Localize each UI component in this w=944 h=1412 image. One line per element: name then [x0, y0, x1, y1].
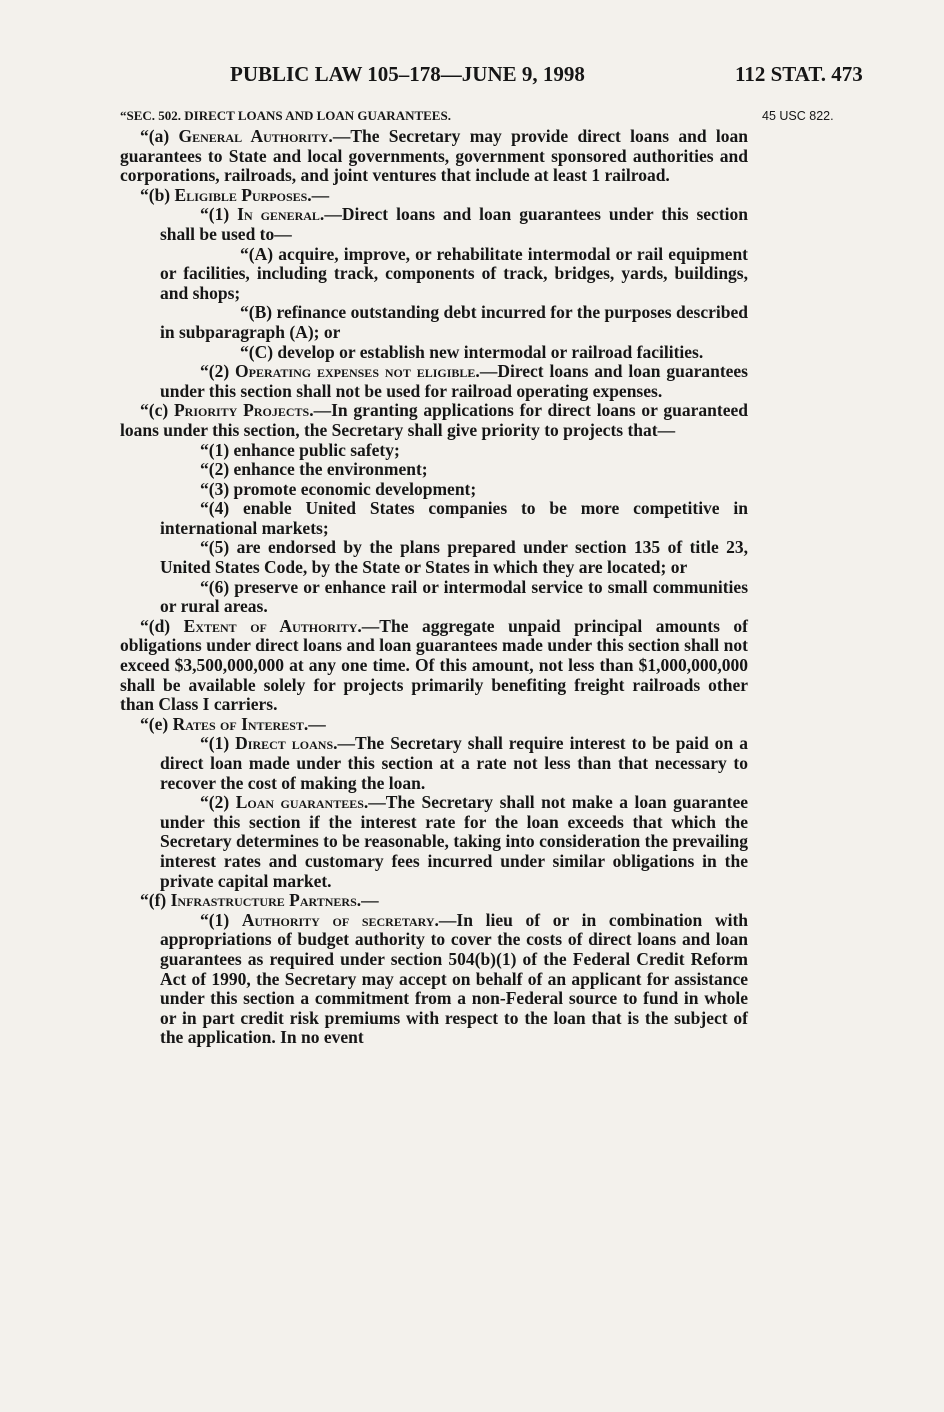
subsection-a: “(a) General Authority.—The Secretary may provide direct loans and loan guarantees to State and local governments, government sponsored authorities and corporations, railroads, and joint ventures that include at least 1 railroad.: [120, 126, 749, 186]
paragraph-e-2: “(2) Loan guarantees.—The Secretary shall not make a loan guarantee under this section if the interest rate for the loan exceeds that which the Secretary determines to be reasonable, taking into consideration the prevailing interest rates and customary fees incurred under similar obligations in the private capital market.: [160, 792, 749, 891]
paragraph-heading: Authority of secretary.: [241, 909, 439, 930]
paragraph-c-5: “(5) are endorsed by the plans prepared under section 135 of title 23, United States Code, by the State or States in which they are located; or: [160, 537, 748, 578]
subsection-e: “(e) Rates of Interest.—: [140, 713, 326, 734]
paragraph-heading: Loan guarantees.: [235, 792, 369, 813]
public-law-title: PUBLIC LAW 105–178—JUNE 9, 1998: [230, 62, 585, 86]
paragraph-heading: In general.: [237, 204, 325, 225]
paragraph-b-1: “(1) In general.—Direct loans and loan guarantees under this section shall be used to—: [160, 204, 748, 244]
subsection-f: “(f) Infrastructure Partners.—: [140, 890, 379, 911]
section-heading: “SEC. 502. DIRECT LOANS AND LOAN GUARANTEES.: [120, 108, 451, 123]
paragraph-c-4: “(4) enable United States companies to be more competitive in international markets;: [160, 498, 749, 538]
subsection-heading: Rates of Interest.: [172, 713, 309, 734]
subsection-d: “(d) Extent of Authority.—The aggregate unpaid principal amounts of obligations under direct loans and loan guarantees made under this section shall not exceed $3,500,000,000 at any one time. Of this amount, not less than $1,000,000,000 shall be available solely for projects primarily benefiting freight railroads other than Class I carriers.: [120, 615, 749, 715]
subparagraph-b-1-a: “(A) acquire, improve, or rehabilitate intermodal or rail equipment or facilities, including track, components of track, bridges, yards, buildings, and shops;: [160, 243, 749, 303]
subsection-b: “(b) Eligible Purposes.—: [140, 184, 330, 205]
subsection-heading: Infrastructure Partners.: [170, 890, 362, 911]
paragraph-c-3: “(3) promote economic development;: [200, 478, 477, 499]
subparagraph-b-1-c: “(C) develop or establish new intermodal or railroad facilities.: [240, 341, 704, 362]
stat-page-number: 112 STAT. 473: [735, 62, 863, 86]
subsection-heading: Priority Projects.: [173, 400, 314, 421]
paragraph-b-2: “(2) Operating expenses not eligible.—Direct loans and loan guarantees under this section shall not be used for railroad operating expenses.: [160, 361, 748, 401]
subsection-heading: Extent of Authority.: [183, 615, 362, 636]
subparagraph-b-1-b: “(B) refinance outstanding debt incurred for the purposes described in subparagraph (A); or: [160, 302, 748, 342]
paragraph-e-1: “(1) Direct loans.—The Secretary shall require interest to be paid on a direct loan made under this section at a rate not less than that necessary to recover the cost of making the loan.: [160, 733, 748, 793]
running-head: [0, 62, 944, 92]
paragraph-c-6: “(6) preserve or enhance rail or intermodal service to small communities or rural areas.: [160, 576, 748, 617]
subsection-heading: Eligible Purposes.: [174, 184, 312, 205]
statute-text: [120, 106, 748, 1048]
paragraph-c-2: “(2) enhance the environment;: [200, 459, 428, 480]
paragraph-heading: Operating expenses not eligible.: [235, 361, 480, 382]
paragraph-c-1: “(1) enhance public safety;: [200, 439, 400, 460]
subsection-heading: General Authority.: [178, 126, 333, 146]
paragraph-f-1: “(1) Authority of secretary.—In lieu of or in combination with appropriations of budget authority to cover the costs of direct loans and loan guarantees as required under section 504(b)(1) of the Federal Credit Reform Act of 1990, the Secretary may accept on behalf of an applicant for assistance under this section a commitment from a non-Federal source to fund in whole or in part credit risk premiums with respect to the loan that is the subject of the application. In no event: [160, 909, 749, 1048]
margin-citation: 45 USC 822.: [762, 109, 834, 123]
subsection-c: “(c) Priority Projects.—In granting applications for direct loans or guaranteed loans under this section, the Secretary shall give priority to projects that—: [120, 400, 748, 440]
paragraph-heading: Direct loans.: [235, 733, 338, 754]
